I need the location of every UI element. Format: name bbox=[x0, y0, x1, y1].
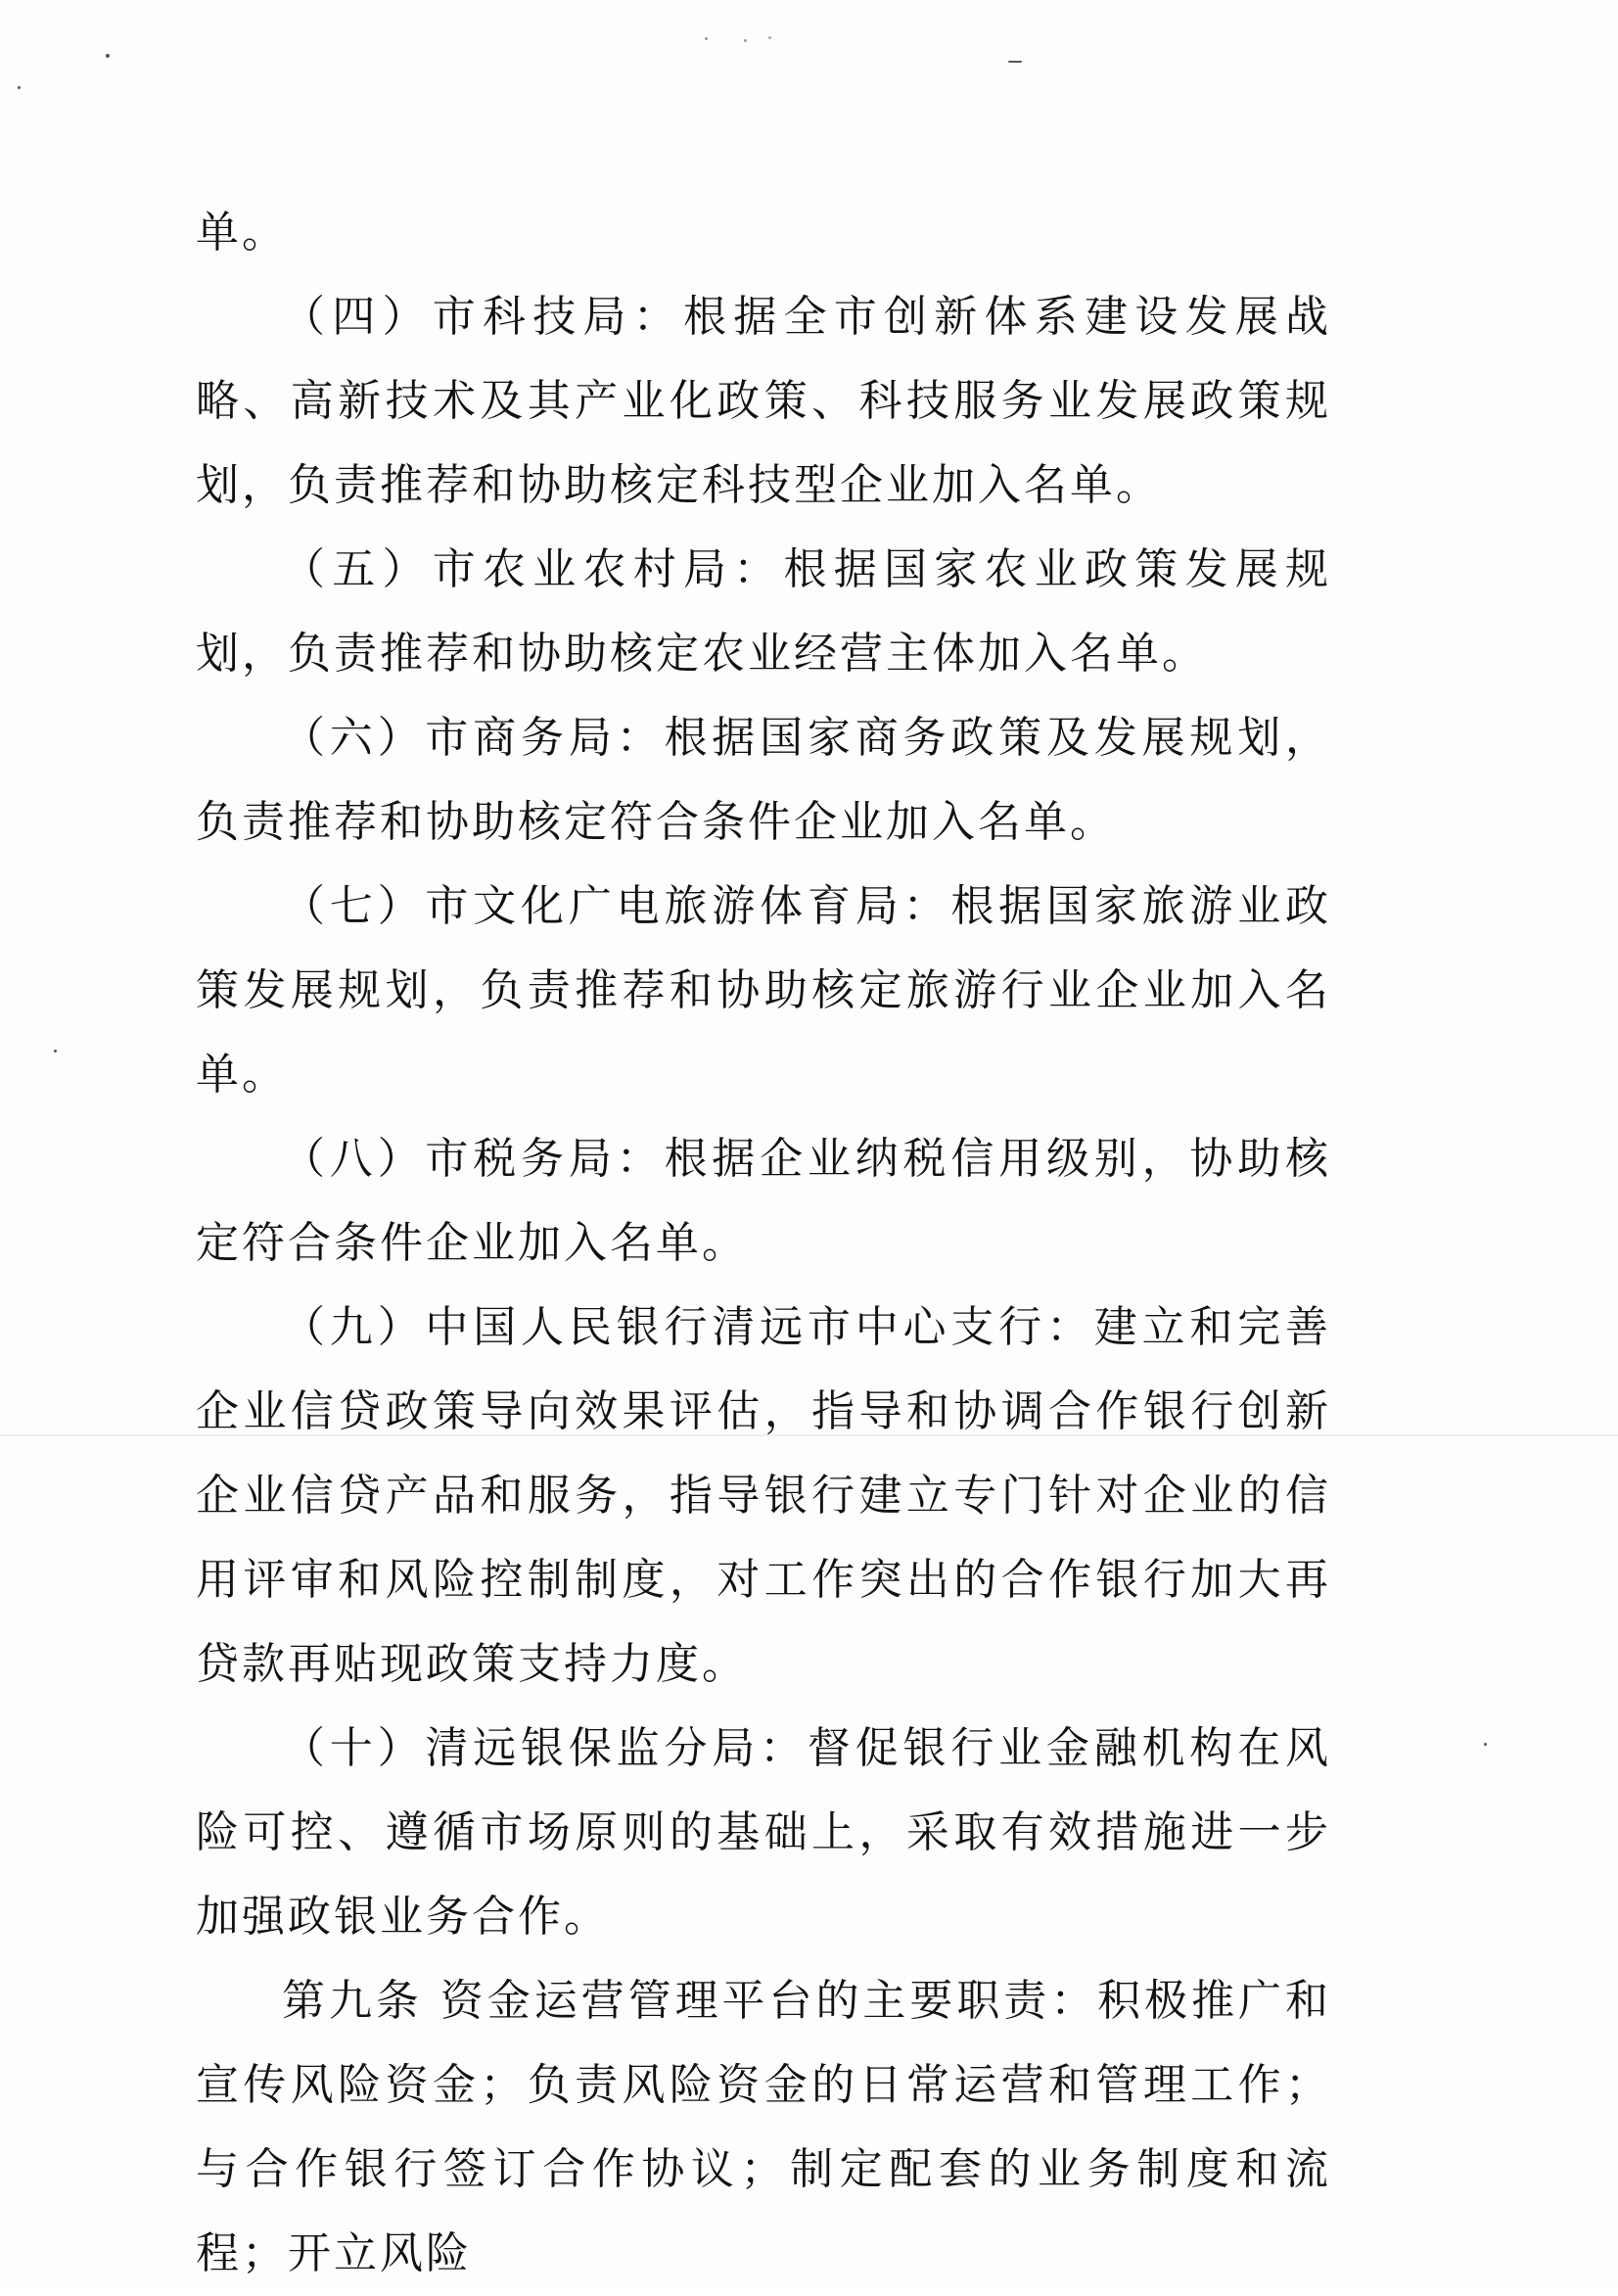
paragraph-item-9: （九）中国人民银行清远市中心支行：建立和完善企业信贷政策导向效果评估，指导和协调合作银行创新企业信贷产品和服务，指导银行建立专门针对企业的信用评审和风险控制制度，对工作突出的合作银行加大再贷款再贴现政策支持力度。 bbox=[196, 1302, 1331, 1689]
scan-speck bbox=[1484, 1743, 1487, 1746]
scan-speck bbox=[54, 1050, 57, 1053]
scan-speck bbox=[1008, 61, 1022, 63]
paragraph-item-10: （十）清远银保监分局：督促银行业金融机构在风险可控、遵循市场原则的基础上，采取有效措施进一步加强政银业务合作。 bbox=[196, 1723, 1331, 1942]
scan-speck bbox=[106, 54, 110, 58]
paragraph-continuation: 单。 bbox=[196, 208, 288, 258]
scan-speck bbox=[705, 37, 708, 40]
paragraph-item-4: （四）市科技局：根据全市创新体系建设发展战略、高新技术及其产业化政策、科技服务业发展政策规划，负责推荐和协助核定科技型企业加入名单。 bbox=[196, 292, 1331, 510]
scan-speck bbox=[18, 86, 21, 89]
document-body bbox=[196, 191, 1331, 2296]
scan-speck bbox=[744, 39, 747, 42]
paragraph-article-9: 第九条 资金运营管理平台的主要职责：积极推广和宣传风险资金；负责风险资金的日常运营和管理工作；与合作银行签订合作协议；制定配套的业务制度和流程；开立风险 bbox=[196, 1976, 1331, 2278]
scan-speck bbox=[768, 36, 771, 39]
paragraph-item-5: （五）市农业农村局：根据国家农业政策发展规划，负责推荐和协助核定农业经营主体加入名单。 bbox=[196, 544, 1331, 679]
paragraph-item-8: （八）市税务局：根据企业纳税信用级别，协助核定符合条件企业加入名单。 bbox=[196, 1134, 1331, 1268]
paragraph-item-6: （六）市商务局：根据国家商务政策及发展规划，负责推荐和协助核定符合条件企业加入名单。 bbox=[196, 713, 1331, 847]
paragraph-item-7: （七）市文化广电旅游体育局：根据国家旅游业政策发展规划，负责推荐和协助核定旅游行业企业加入名单。 bbox=[196, 881, 1331, 1100]
